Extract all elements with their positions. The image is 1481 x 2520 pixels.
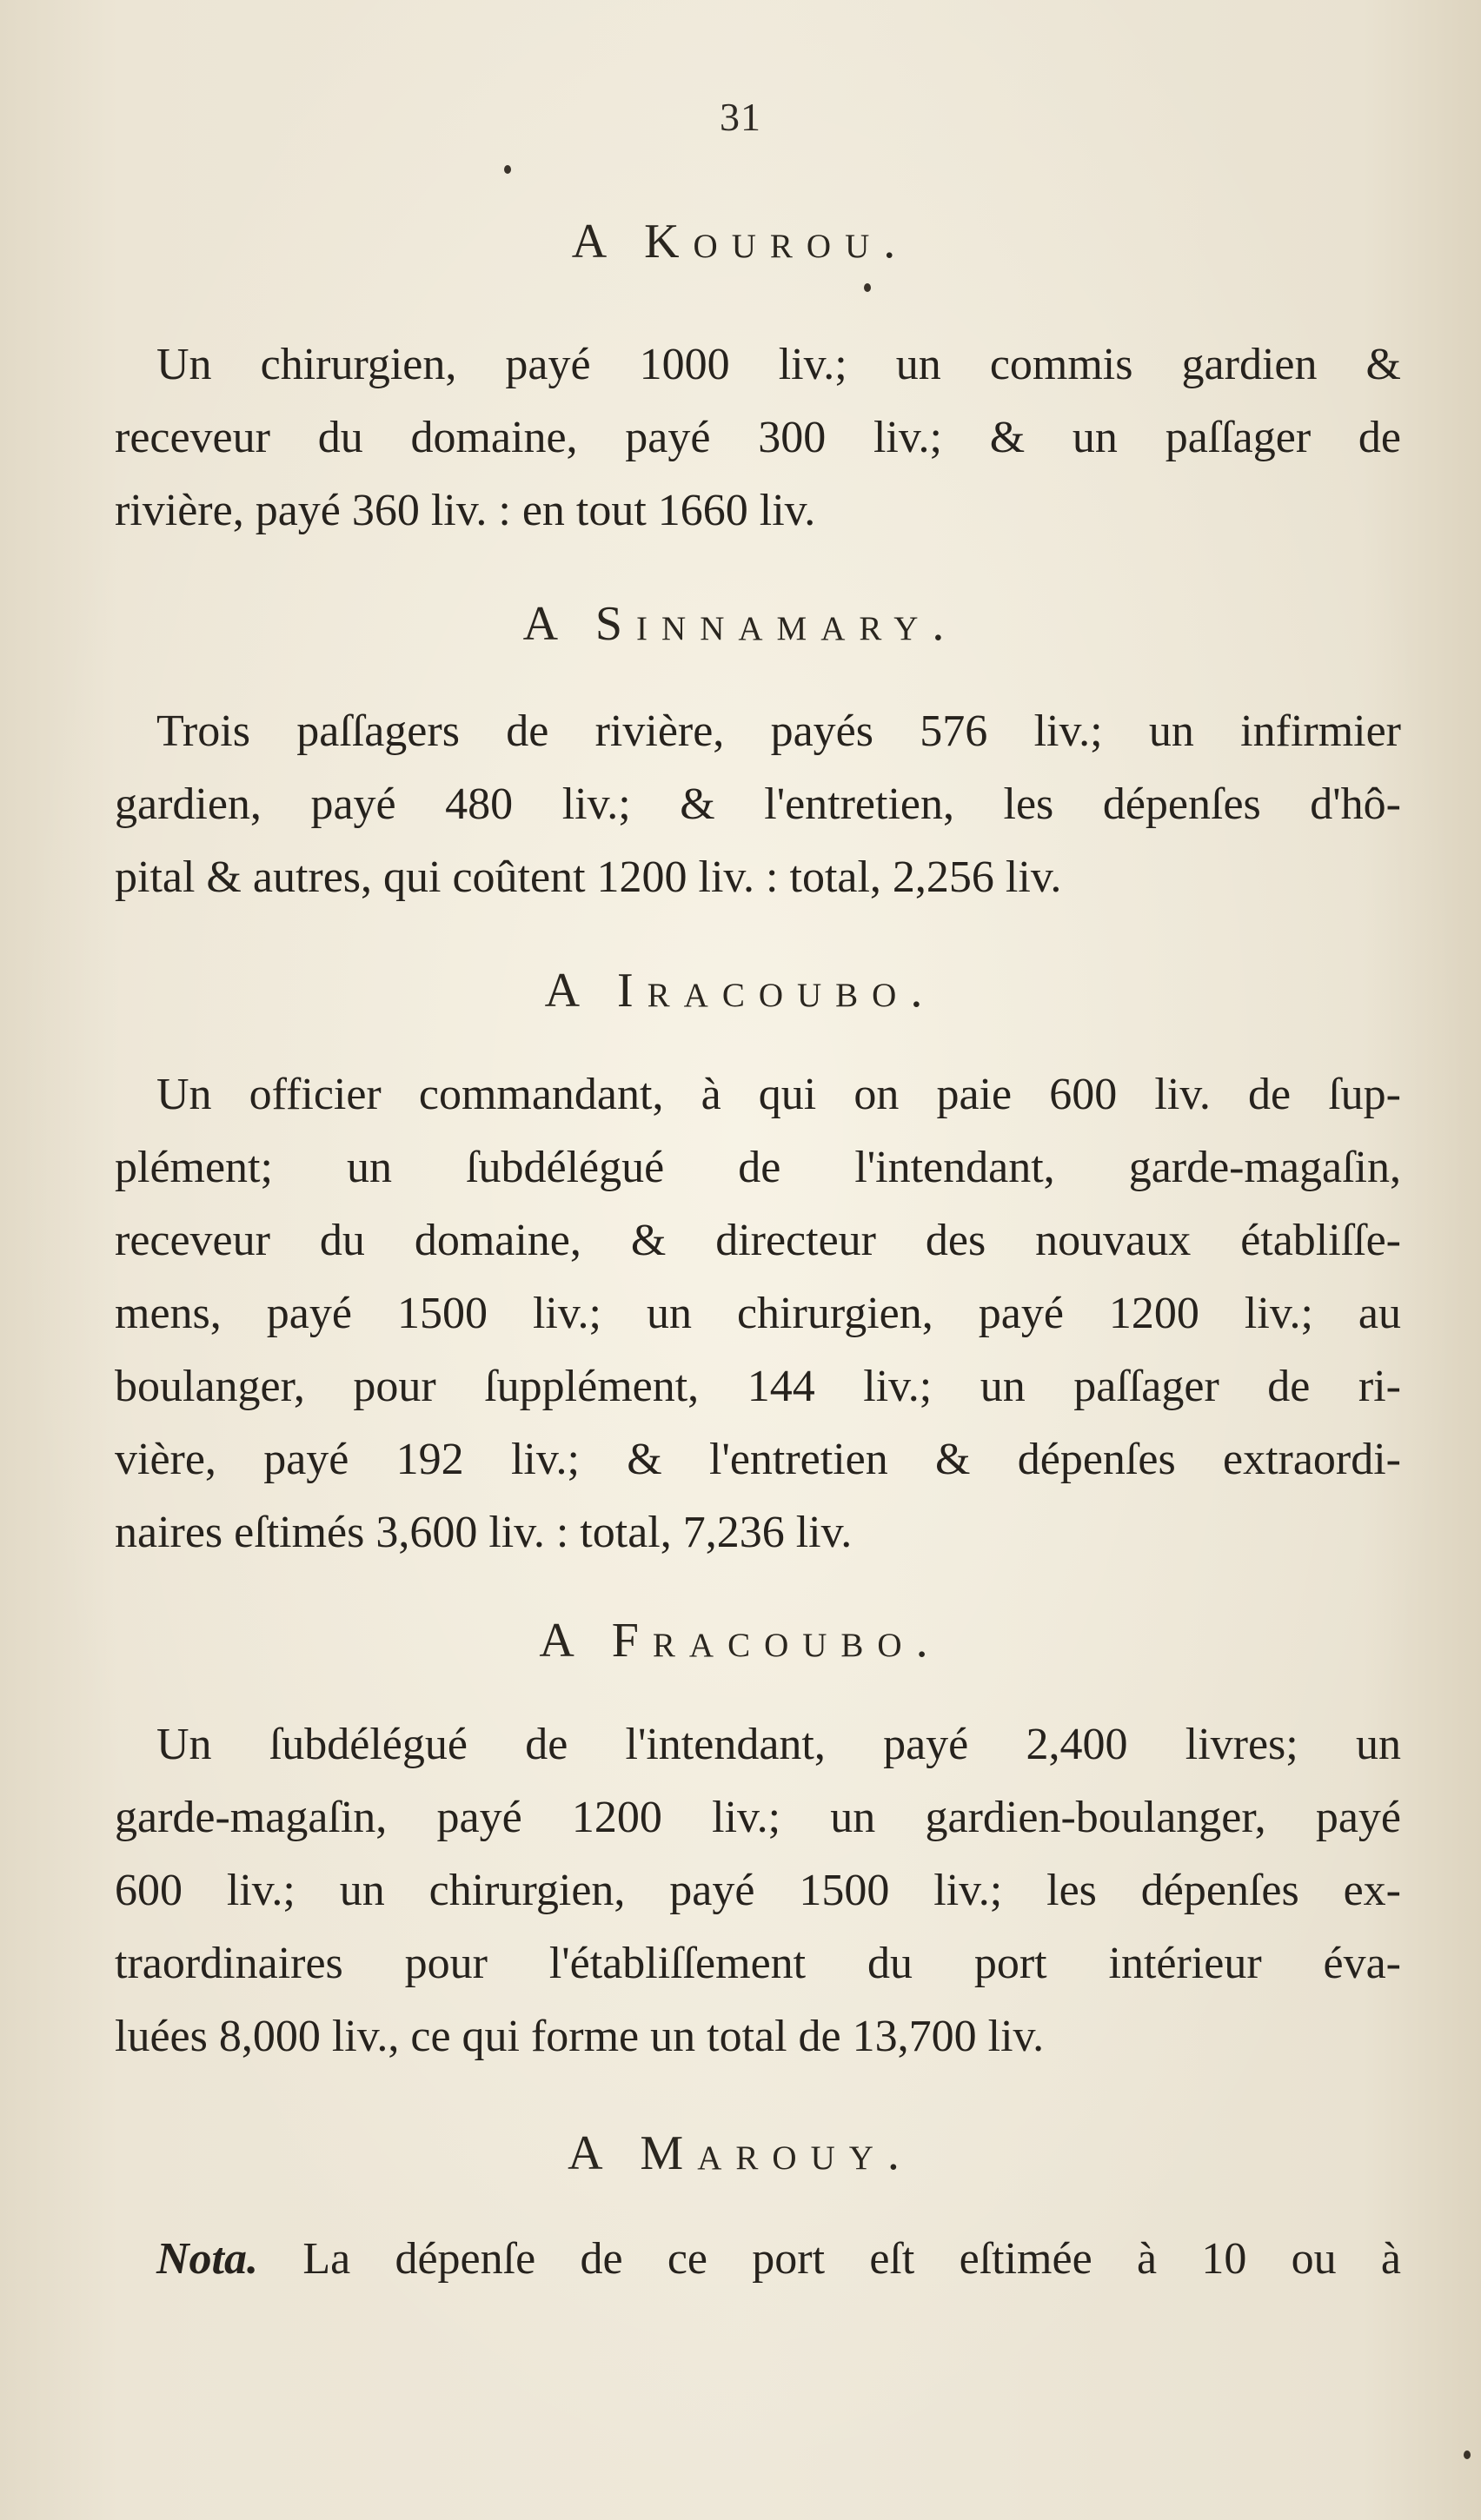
paragraph-sinnamary <box>115 695 1401 914</box>
nota-label: Nota. <box>156 2234 258 2284</box>
text-line: Trois paſſagers de rivière, payés 576 liv.; un infirmier <box>156 706 1401 756</box>
text-line: naires eſtimés 3,600 liv. : total, 7,236 liv. <box>115 1508 853 1557</box>
text-line: luées 8,000 liv., ce qui forme un total de 13,700 liv. <box>115 2012 1045 2061</box>
paragraph-fracoubo <box>115 1708 1401 2073</box>
ink-speck <box>504 165 511 174</box>
text-line: Un officier commandant, à qui on paie 600 liv. de ſup- <box>156 1070 1401 1119</box>
text-line: receveur du domaine, payé 300 liv.; & un paſſager de <box>115 413 1401 462</box>
text-line: garde-magaſin, payé 1200 liv.; un gardien-boulanger, payé <box>115 1793 1401 1842</box>
paragraph-iracoubo <box>115 1058 1401 1569</box>
text-line: Un chirurgien, payé 1000 liv.; un commis gardien & <box>156 340 1401 389</box>
text-line: mens, payé 1500 liv.; un chirurgien, payé 1200 liv.; au <box>115 1289 1401 1338</box>
text-line: receveur du domaine, & directeur des nouvaux établiſſe- <box>115 1216 1401 1265</box>
nota-text: La dépenſe de ce port eſt eſtimée à 10 ou à <box>302 2234 1402 2284</box>
text-line: traordinaires pour l'établiſſement du port intérieur éva- <box>115 1939 1401 1988</box>
text-line: rivière, payé 360 liv. : en tout 1660 liv. <box>115 486 816 535</box>
text-line: boulanger, pour ſupplément, 144 liv.; un paſſager de ri- <box>115 1362 1401 1411</box>
text-line: plément; un ſubdélégué de l'intendant, garde-magaſin, <box>115 1143 1401 1192</box>
section-heading-marouy: A Marouy. <box>568 2126 913 2180</box>
ink-speck <box>1464 2450 1471 2459</box>
ink-speck <box>864 283 871 292</box>
section-heading-fracoubo: A Fracoubo. <box>539 1614 942 1668</box>
text-line: Un ſubdélégué de l'intendant, payé 2,400 livres; un <box>156 1720 1401 1769</box>
section-heading-sinnamary: A Sinnamary. <box>522 597 959 651</box>
page-number: 31 <box>720 95 761 139</box>
paragraph-marouy <box>115 2223 1401 2296</box>
text-line: gardien, payé 480 liv.; & l'entretien, les dépenſes d'hô- <box>115 779 1401 829</box>
section-heading-kourou: A Kourou. <box>571 215 910 269</box>
paragraph-kourou <box>115 328 1401 547</box>
text-line: vière, payé 192 liv.; & l'entretien & dépenſes extraordi- <box>115 1435 1401 1484</box>
text-line: 600 liv.; un chirurgien, payé 1500 liv.; les dépenſes ex- <box>115 1866 1401 1915</box>
text-line: pital & autres, qui coûtent 1200 liv. : total, 2,256 liv. <box>115 852 1062 902</box>
section-heading-iracoubo: A Iracoubo. <box>544 964 937 1018</box>
text-line <box>115 2223 1401 2296</box>
